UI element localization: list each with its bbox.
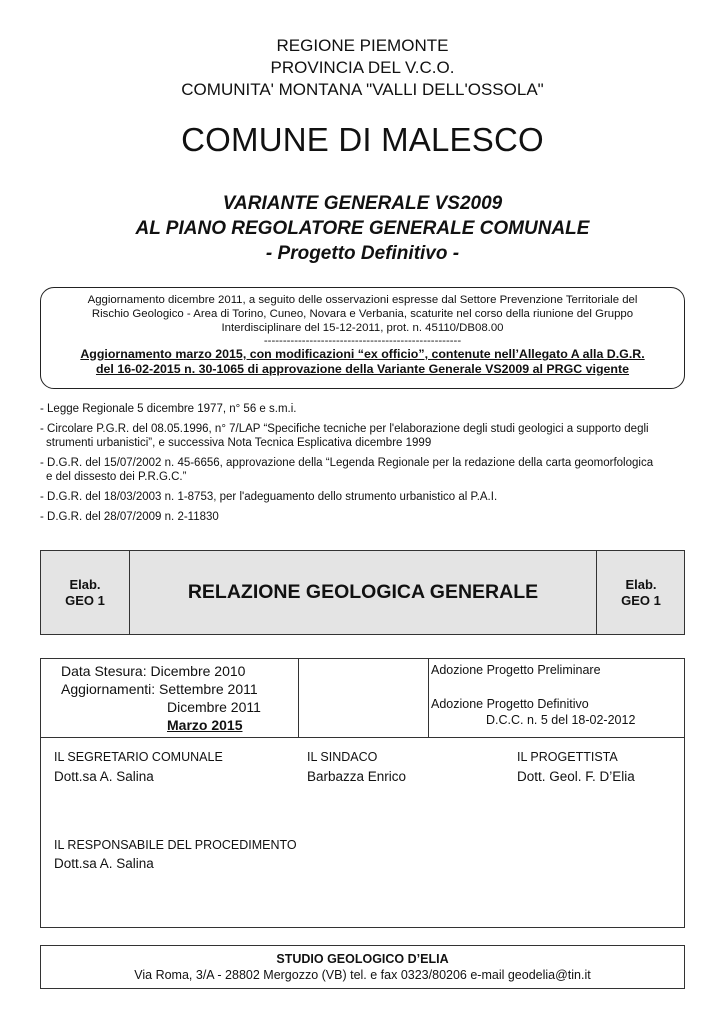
responsabile-name: Dott.sa A. Salina — [54, 856, 154, 871]
elaborato-box — [40, 550, 685, 635]
segretario-name: Dott.sa A. Salina — [54, 769, 154, 784]
elab-code-left: Elab. GEO 1 — [41, 551, 130, 634]
studio-box — [40, 945, 685, 989]
notice-bold-line-1: Aggiornamento marzo 2015, con modificazioni “ex officio”, contenute nell’Allegato A alla D.G.R. — [80, 347, 645, 361]
notice-divider: ---------------------------------------------------- — [263, 335, 462, 347]
notice-line-1: Aggiornamento dicembre 2011, a seguito delle osservazioni espresse dal Settore Prevenzione Territoriale del — [87, 294, 638, 306]
reference-item: - Legge Regionale 5 dicembre 1977, n° 56 e s.m.i. — [40, 403, 297, 415]
sindaco-name: Barbazza Enrico — [307, 769, 407, 784]
segretario-label: IL SEGRETARIO COMUNALE — [54, 750, 223, 764]
reference-item: - D.G.R. del 15/07/2002 n. 45-6656, approvazione della “Legenda Regionale per la redazione della carta geomorfologica e del dissesto dei P.R.G.C.” — [40, 457, 654, 483]
variante-title: VARIANTE GENERALE VS2009 — [222, 193, 503, 214]
progetto-subtitle: - Progetto Definitivo - — [265, 243, 460, 264]
responsabile-label: IL RESPONSABILE DEL PROCEDIMENTO — [54, 838, 297, 852]
notice-line-3: Interdisciplinare del 15-12-2011, prot. n. 45110/DB08.00 — [221, 322, 504, 334]
header-line-regione: REGIONE PIEMONTE — [276, 36, 449, 55]
header-line-provincia: PROVINCIA DEL V.C.O. — [270, 58, 455, 77]
reference-item: - D.G.R. del 28/07/2009 n. 2-11830 — [40, 511, 219, 523]
header-line-comunita: COMUNITA' MONTANA "VALLI DELL'OSSOLA" — [181, 80, 544, 99]
dates-cell — [41, 659, 299, 737]
signatures-box — [40, 738, 685, 928]
piano-title: AL PIANO REGOLATORE GENERALE COMUNALE — [135, 218, 590, 239]
progettista-name: Dott. Geol. F. D’Elia — [517, 769, 635, 784]
notice-line-2: Rischio Geologico - Area di Torino, Cuneo, Novara e Verbania, scaturite nel corso della riunione del Gruppo — [91, 308, 634, 320]
dates-box — [40, 658, 685, 738]
dcc-reference: D.C.C. n. 5 del 18-02-2012 — [486, 713, 636, 727]
update-notice-box — [40, 287, 685, 389]
data-stesura: Data Stesura: Dicembre 2010 — [61, 663, 246, 679]
reference-item: - Circolare P.G.R. del 08.05.1996, n° 7/LAP “Specifiche tecniche per l'elaborazione degli studi geologici a supporto degli strumenti urbanistici”, e successiva Nota Tecnica Esplicativa dicembre 1999 — [40, 423, 649, 449]
reference-item: - D.G.R. del 18/03/2003 n. 1-8753, per l'adeguamento dello strumento urbanistico al P.A.I. — [40, 491, 498, 503]
comune-title: COMUNE DI MALESCO — [181, 121, 544, 158]
normative-references — [40, 402, 690, 530]
studio-address: Via Roma, 3/A - 28802 Mergozzo (VB) tel. e fax 0323/80206 e-mail geodelia@tin.it — [134, 968, 591, 982]
notice-bold-line-2: del 16-02-2015 n. 30-1065 di approvazione della Variante Generale VS2009 al PRGC vigente — [95, 362, 630, 376]
adozione-preliminare: Adozione Progetto Preliminare — [431, 663, 601, 677]
aggiornamenti: Aggiornamenti: Settembre 2011 — [61, 681, 258, 697]
aggiornamento-marzo: Marzo 2015 — [167, 717, 243, 733]
adozione-definitivo: Adozione Progetto Definitivo — [431, 697, 589, 711]
document-title: RELAZIONE GEOLOGICA GENERALE — [187, 581, 539, 603]
progettista-label: IL PROGETTISTA — [517, 750, 618, 764]
sindaco-label: IL SINDACO — [307, 750, 378, 764]
elab-code-right: Elab. GEO 1 — [596, 551, 685, 634]
empty-cell — [299, 659, 429, 737]
studio-name: STUDIO GEOLOGICO D’ELIA — [276, 952, 449, 966]
aggiornamento-dicembre: Dicembre 2011 — [167, 699, 261, 715]
adozione-cell — [428, 659, 684, 737]
